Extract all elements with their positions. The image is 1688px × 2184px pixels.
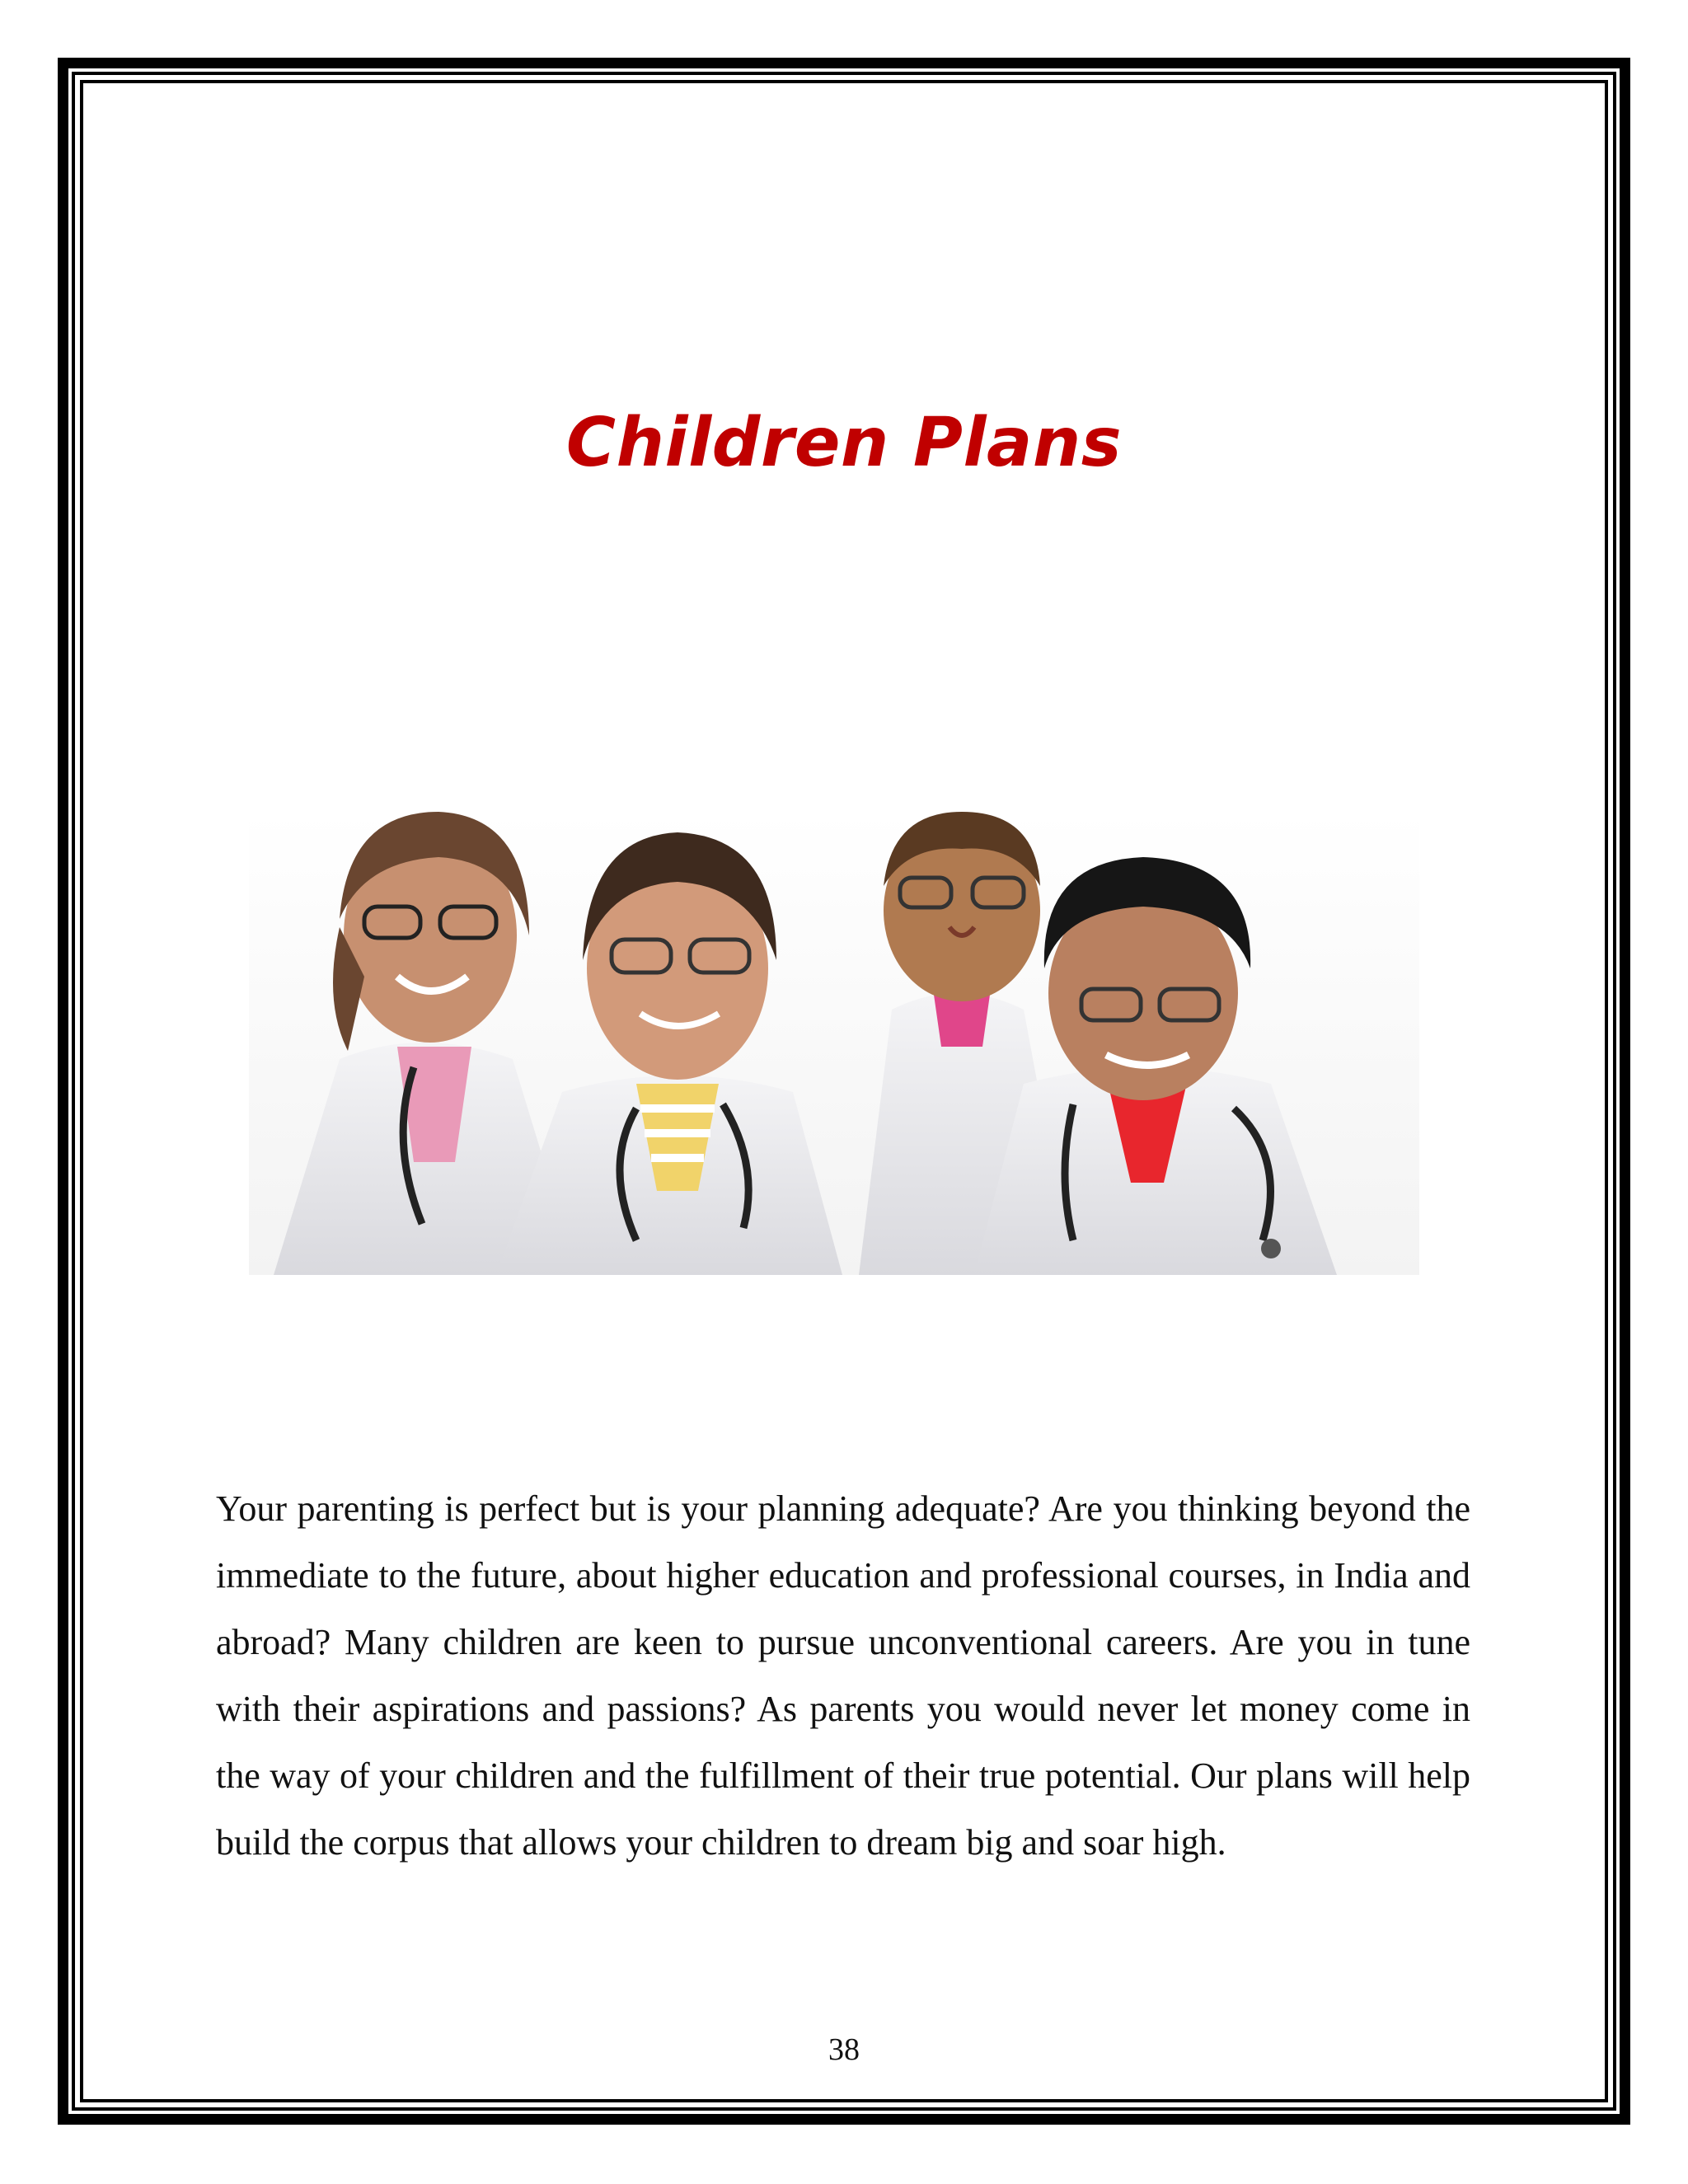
page-number: 38 (828, 2032, 860, 2067)
page-title: Children Plans (565, 404, 1123, 482)
body-paragraph: Your parenting is perfect but is your planning adequate? Are you thinking beyond the immediate to the future, about higher education and professional courses, in India and abroad? Many children are keen to pursue unconventional careers. Are you in tune with their aspirations and passions? As parents you would never let money come in the way of your children and the fulfillment of their true potential. Our plans will help build the corpus that allows your children to dream big and soar high. (216, 1488, 1470, 1863)
children-doctors-photo (249, 812, 1419, 1275)
